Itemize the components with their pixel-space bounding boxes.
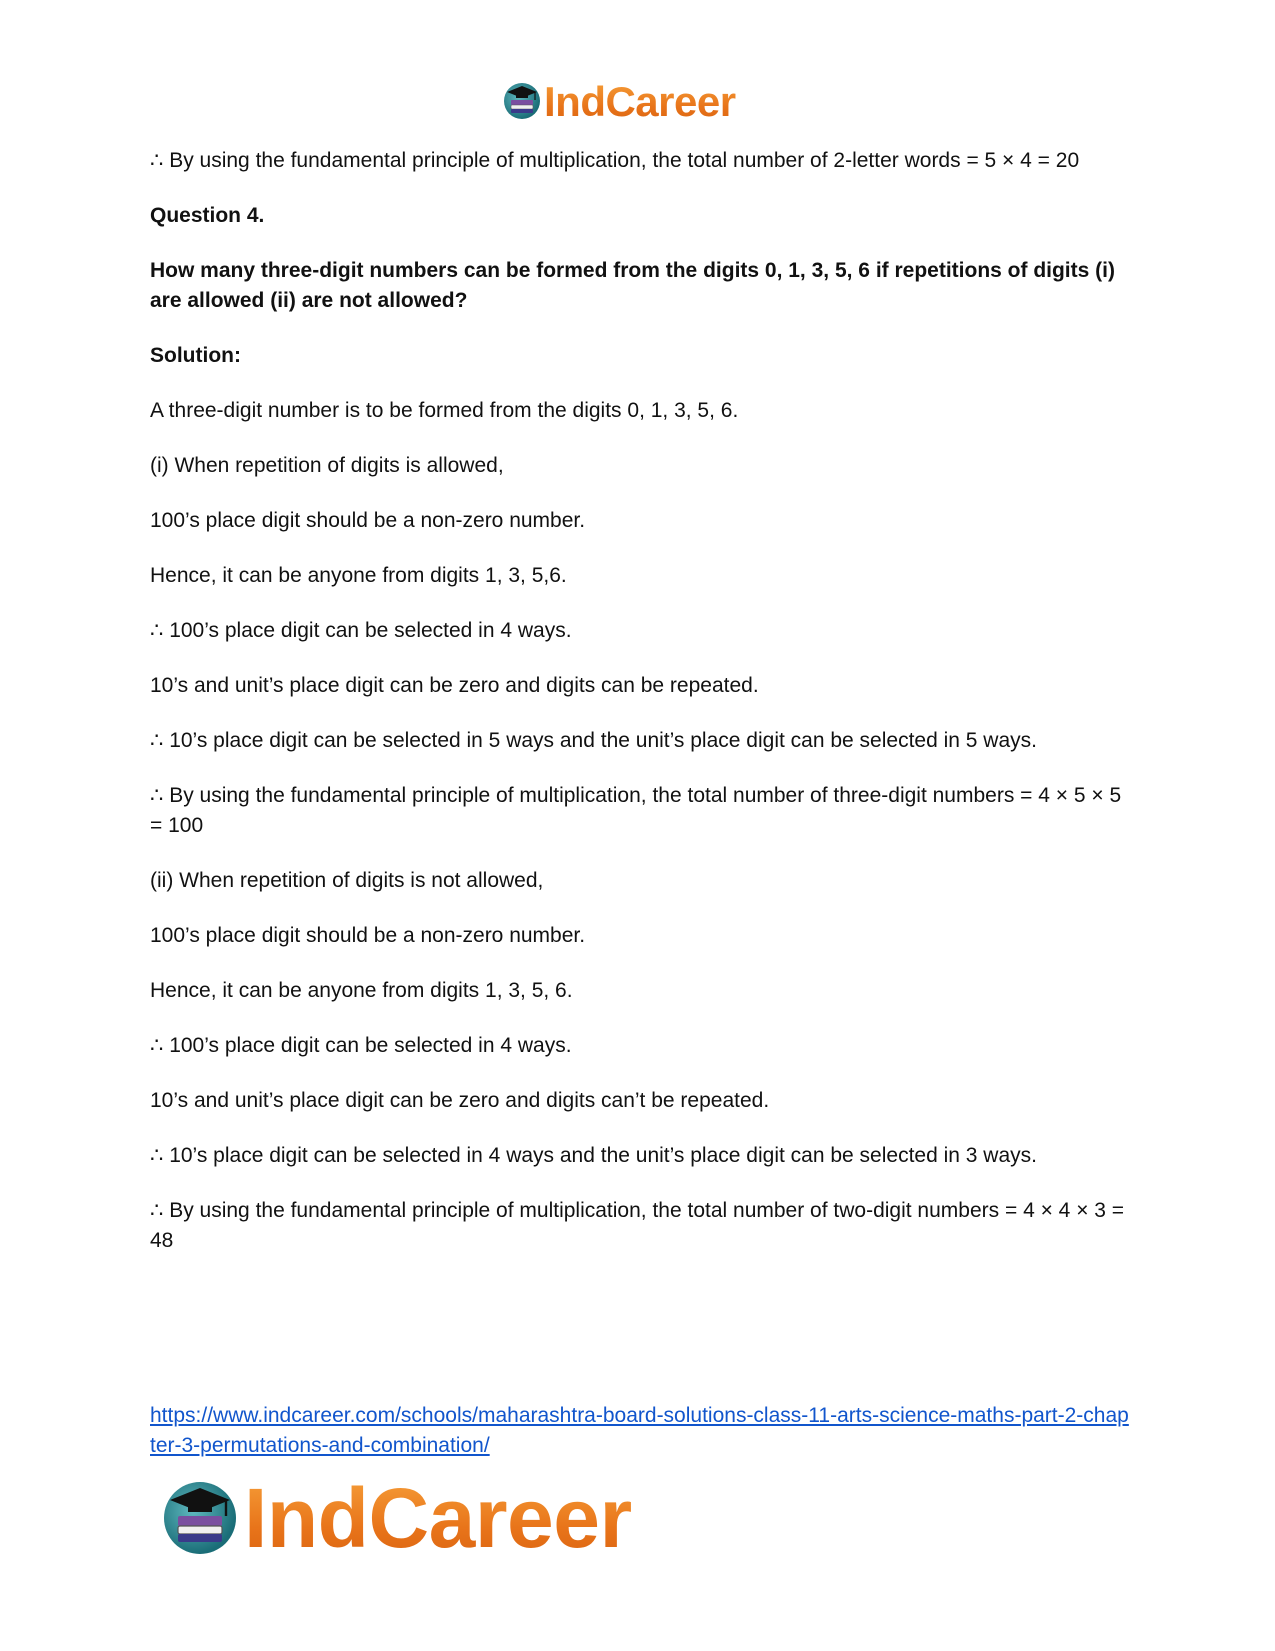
document-body — [150, 146, 1130, 1281]
paragraph: ∴ 100’s place digit can be selected in 4 ways. — [150, 1034, 572, 1057]
paragraph: ∴ 100’s place digit can be selected in 4 ways. — [150, 619, 572, 642]
graduation-cap-book-icon — [160, 1476, 240, 1561]
paragraph: 10’s and unit’s place digit can be zero and digits can be repeated. — [150, 674, 759, 697]
paragraph: (ii) When repetition of digits is not allowed, — [150, 869, 544, 892]
paragraph: 100’s place digit should be a non-zero number. — [150, 924, 586, 947]
paragraph: ∴ By using the fundamental principle of multiplication, the total number of 2-letter words = 5 × 4 = 20 — [150, 149, 1080, 172]
paragraph: Hence, it can be anyone from digits 1, 3, 5, 6. — [150, 979, 573, 1002]
paragraph: ∴ By using the fundamental principle of multiplication, the total number of three-digit numbers = 4 × 5 × 5 = 100 — [150, 784, 1122, 837]
paragraph: ∴ 10’s place digit can be selected in 5 ways and the unit’s place digit can be selected in 5 ways. — [150, 729, 1037, 752]
paragraph: Hence, it can be anyone from digits 1, 3, 5,6. — [150, 564, 567, 587]
logo-wordmark: IndCareer — [544, 78, 736, 125]
paragraph: 10’s and unit’s place digit can be zero and digits can’t be repeated. — [150, 1089, 770, 1112]
graduation-cap-book-icon — [502, 80, 542, 125]
header-logo — [502, 78, 736, 126]
footer-logo — [160, 1470, 632, 1567]
paragraph: 100’s place digit should be a non-zero number. — [150, 509, 586, 532]
bold-paragraph: Question 4. — [150, 204, 265, 227]
paragraph: ∴ 10’s place digit can be selected in 4 ways and the unit’s place digit can be selected in 3 ways. — [150, 1144, 1037, 1167]
bold-paragraph: Solution: — [150, 344, 241, 367]
logo-wordmark: IndCareer — [244, 1471, 632, 1565]
source-link[interactable]: https://www.indcareer.com/schools/maharashtra-board-solutions-class-11-arts-science-maths-part-2-chapter-3-permutations-and-combination/ — [150, 1404, 1129, 1457]
bold-paragraph: How many three-digit numbers can be formed from the digits 0, 1, 3, 5, 6 if repetitions of digits (i) are allowed (ii) are not allowed? — [150, 259, 1115, 312]
paragraph: A three-digit number is to be formed from the digits 0, 1, 3, 5, 6. — [150, 399, 739, 422]
paragraph: (i) When repetition of digits is allowed, — [150, 454, 504, 477]
paragraph: ∴ By using the fundamental principle of multiplication, the total number of two-digit numbers = 4 × 4 × 3 = 48 — [150, 1199, 1125, 1252]
